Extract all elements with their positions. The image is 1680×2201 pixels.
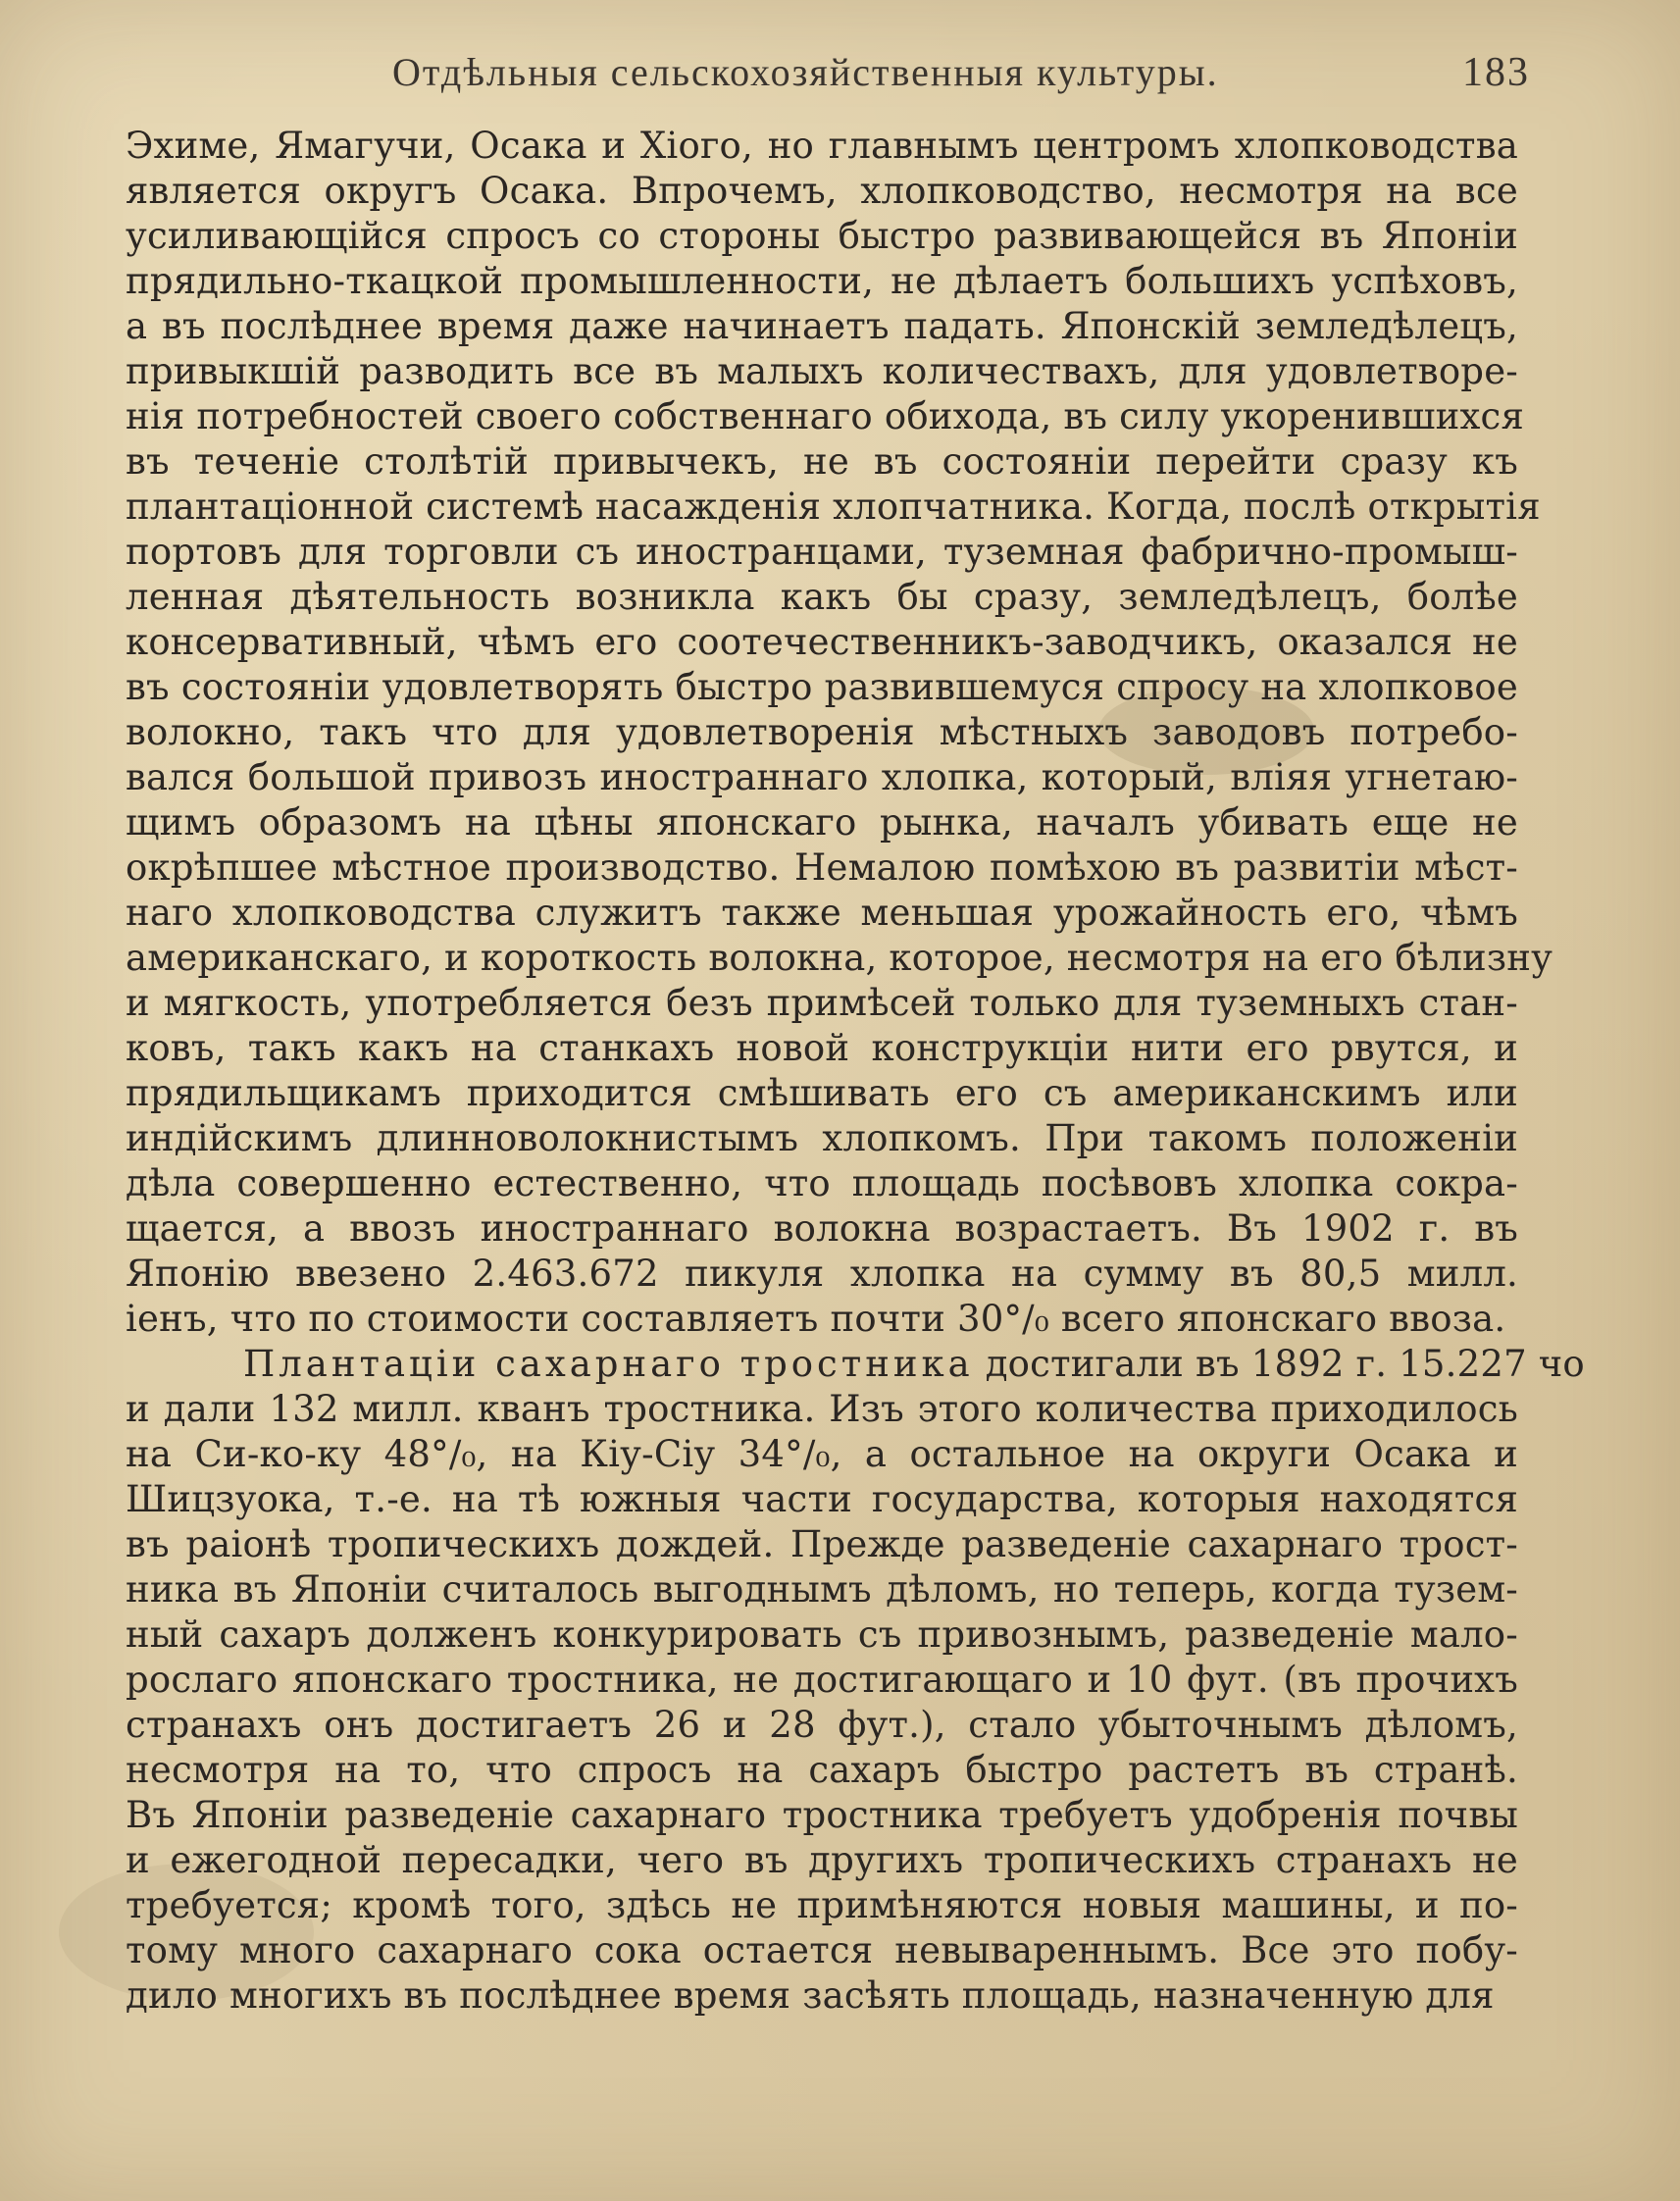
text-line: прядильно-ткацкой промышленности, не дѣлаетъ большихъ успѣховъ,	[126, 260, 1518, 302]
text-line: несмотря на то, что спросъ на сахаръ быстро растетъ въ странѣ.	[126, 1749, 1518, 1791]
text-line: прядильщикамъ приходится смѣшивать его съ американскимъ или	[126, 1072, 1518, 1114]
text-line-content: достигали въ 1892 г. 15.227 чо	[973, 1343, 1585, 1385]
text-line: ленная дѣятельность возникла какъ бы сразу, земледѣлецъ, болѣе	[126, 576, 1518, 618]
text-line: въ состояніи удовлетворять быстро развившемуся спросу на хлопковое	[126, 666, 1518, 708]
text-line: портовъ для торговли съ иностранцами, туземная фабрично-промыш-	[126, 531, 1518, 573]
text-line: іенъ, что по стоимости составляетъ почти 30°/₀ всего японскаго ввоза.	[126, 1298, 1506, 1340]
text-line: Въ Японіи разведеніе сахарнаго тростника требуетъ удобренія почвы	[126, 1794, 1518, 1836]
text-line: нія потребностей своего собственнаго обихода, въ силу укоренившихся	[126, 395, 1525, 437]
emphasized-lead: Плантаціи сахарнаго тростника	[243, 1343, 974, 1385]
text-line: странахъ онъ достигаетъ 26 и 28 фут.), стало убыточнымъ дѣломъ,	[126, 1704, 1518, 1746]
text-line: щимъ образомъ на цѣны японскаго рынка, началъ убивать еще не	[126, 801, 1518, 844]
text-line: и мягкость, употребляется безъ примѣсей только для туземныхъ стан-	[126, 982, 1518, 1024]
running-head-title: Отдѣльныя сельскохозяйственныя культуры.	[392, 50, 1219, 94]
text-line: и дали 132 милл. кванъ тростника. Изъ этого количества приходилось	[126, 1388, 1518, 1430]
text-line: Шицзуока, т.-е. на тѣ южныя части государства, которыя находятся	[126, 1478, 1518, 1520]
text-line: щается, а ввозъ иностраннаго волокна возрастаетъ. Въ 1902 г. въ	[126, 1207, 1518, 1250]
body-text	[126, 124, 1585, 2019]
text-line: усиливающійся спросъ со стороны быстро развивающейся въ Японіи	[126, 215, 1518, 257]
text-line: является округъ Осака. Впрочемъ, хлопководство, несмотря на все	[126, 170, 1518, 212]
text-line: наго хлопководства служитъ также меньшая урожайность его, чѣмъ	[126, 892, 1518, 934]
text-line: требуется; кромѣ того, здѣсь не примѣняются новыя машины, и по-	[126, 1884, 1518, 1926]
text-line: Японію ввезено 2.463.672 пикуля хлопка на сумму въ 80,5 милл.	[126, 1253, 1518, 1295]
text-line: Эхиме, Ямагучи, Осака и Хіого, но главнымъ центромъ хлопководства	[126, 125, 1518, 167]
text-line: индійскимъ длинноволокнистымъ хлопкомъ. При такомъ положеніи	[126, 1117, 1518, 1159]
text-line: окрѣпшее мѣстное производство. Немалою помѣхою въ развитіи мѣст-	[126, 846, 1518, 889]
text-line: плантаціонной системѣ насажденія хлопчатника. Когда, послѣ открытія	[126, 486, 1541, 528]
page-number: 183	[1462, 50, 1530, 95]
text-line: ный сахаръ долженъ конкурировать съ привознымъ, разведеніе мало-	[126, 1613, 1518, 1656]
text-line: дѣла совершенно естественно, что площадь посѣвовъ хлопка сокра-	[126, 1162, 1518, 1204]
running-head	[392, 39, 1530, 108]
text-line: въ раіонѣ тропическихъ дождей. Прежде разведеніе сахарнаго трост-	[126, 1523, 1518, 1565]
text-line: ника въ Японіи считалось выгоднымъ дѣломъ, но теперь, когда тузем-	[126, 1568, 1518, 1611]
text-line: привыкшій разводить все въ малыхъ количествахъ, для удовлетворе-	[126, 350, 1518, 392]
text-line: и ежегодной пересадки, чего въ другихъ тропическихъ странахъ не	[126, 1839, 1518, 1881]
text-line: тому много сахарнаго сока остается невывареннымъ. Все это побу-	[126, 1929, 1518, 1971]
text-line: дило многихъ въ послѣднее время засѣять площадь, назначенную для	[126, 1974, 1495, 2017]
text-line: консервативный, чѣмъ его соотечественникъ-заводчикъ, оказался не	[126, 621, 1518, 663]
text-line: на Си-ко-ку 48°/₀, на Кіу-Сіу 34°/₀, а остальное на округи Осака и	[126, 1433, 1518, 1475]
text-line: американскаго, и короткость волокна, которое, несмотря на его бѣлизну	[126, 937, 1553, 979]
text-line: рослаго японскаго тростника, не достигающаго и 10 фут. (въ прочихъ	[126, 1659, 1518, 1701]
text-line: волокно, такъ что для удовлетворенія мѣстныхъ заводовъ потребо-	[126, 711, 1518, 753]
text-line	[126, 1342, 1585, 1387]
paragraph	[126, 1342, 1585, 2019]
paragraph	[126, 124, 1553, 1342]
text-line: а въ послѣднее время даже начинаетъ падать. Японскій земледѣлецъ,	[126, 305, 1518, 347]
text-line: вался большой привозъ иностраннаго хлопка, который, вліяя угнетаю-	[126, 756, 1518, 798]
text-line: ковъ, такъ какъ на станкахъ новой конструкціи нити его рвутся, и	[126, 1027, 1518, 1069]
text-line: въ теченіе столѣтій привычекъ, не въ состояніи перейти сразу къ	[126, 440, 1518, 483]
